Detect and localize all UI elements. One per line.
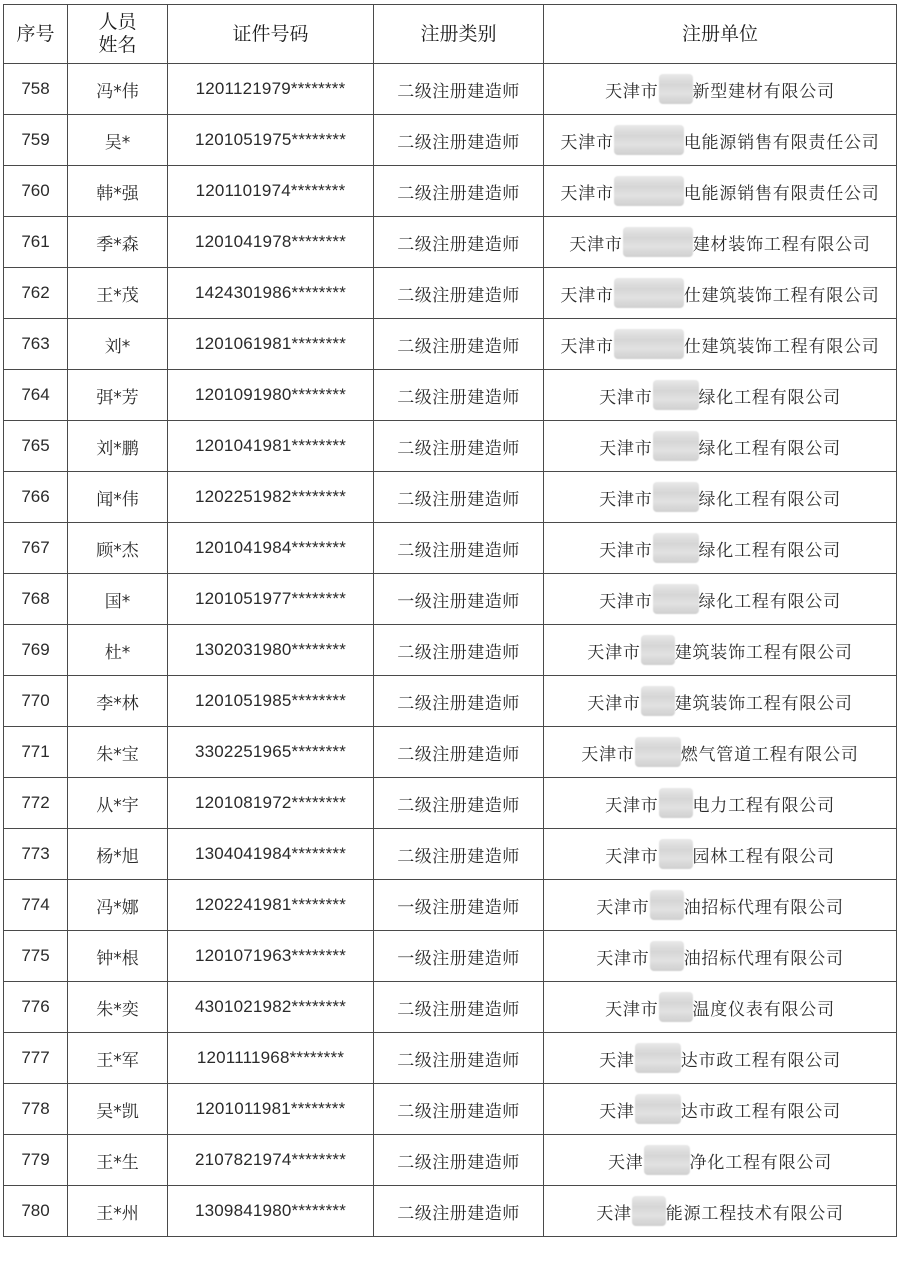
id-number-cell: 1309841980******** xyxy=(168,1186,374,1237)
redaction-blur xyxy=(623,227,693,257)
person-name-cell: 国* xyxy=(68,574,168,625)
table-row xyxy=(4,268,897,319)
table-row xyxy=(4,166,897,217)
id-number-cell: 3302251965******** xyxy=(168,727,374,778)
serial-no-cell: 772 xyxy=(4,778,68,829)
table-header xyxy=(4,5,897,64)
redaction-blur xyxy=(659,992,693,1022)
serial-no-cell: 758 xyxy=(4,64,68,115)
id-number-cell: 1201011981******** xyxy=(168,1084,374,1135)
unit-name-prefix: 天津市 xyxy=(560,183,614,204)
unit-name-prefix: 天津市 xyxy=(599,387,653,408)
redaction-blur xyxy=(614,278,684,308)
unit-name xyxy=(596,941,844,971)
redaction-blur xyxy=(614,125,684,155)
id-number-cell: 1201091980******** xyxy=(168,370,374,421)
person-name-cell: 李*林 xyxy=(68,676,168,727)
redaction-blur xyxy=(653,584,699,614)
registration-unit-cell xyxy=(544,829,897,880)
registration-type-cell: 二级注册建造师 xyxy=(374,1135,544,1186)
id-number-cell: 1201081972******** xyxy=(168,778,374,829)
unit-name-prefix: 天津市 xyxy=(581,744,635,765)
id-number-cell: 2107821974******** xyxy=(168,1135,374,1186)
header-row xyxy=(4,5,897,64)
unit-name-prefix: 天津市 xyxy=(605,81,659,102)
table-row xyxy=(4,880,897,931)
table-row xyxy=(4,931,897,982)
redaction-blur xyxy=(614,176,684,206)
redaction-blur xyxy=(653,431,699,461)
redaction-blur xyxy=(659,74,693,104)
registration-type-cell: 二级注册建造师 xyxy=(374,421,544,472)
unit-name xyxy=(608,1145,832,1175)
table-row xyxy=(4,982,897,1033)
registration-unit-cell xyxy=(544,217,897,268)
id-number-cell: 1302031980******** xyxy=(168,625,374,676)
unit-name-suffix: 净化工程有限公司 xyxy=(689,1152,832,1173)
serial-no-cell: 761 xyxy=(4,217,68,268)
registration-unit-cell xyxy=(544,472,897,523)
registration-type-cell: 二级注册建造师 xyxy=(374,166,544,217)
registration-unit-cell xyxy=(544,778,897,829)
registration-unit-cell xyxy=(544,64,897,115)
unit-name xyxy=(599,1043,841,1073)
unit-name-suffix: 仕建筑装饰工程有限公司 xyxy=(683,336,880,357)
table-row xyxy=(4,523,897,574)
registration-type-cell: 二级注册建造师 xyxy=(374,1033,544,1084)
unit-name xyxy=(599,482,841,512)
unit-name xyxy=(599,431,841,461)
id-number-cell: 1201041981******** xyxy=(168,421,374,472)
table-body xyxy=(4,64,897,1237)
serial-no-cell: 768 xyxy=(4,574,68,625)
unit-name-suffix: 建筑装饰工程有限公司 xyxy=(674,693,853,714)
table-row xyxy=(4,1033,897,1084)
table-row xyxy=(4,1084,897,1135)
registration-type-cell: 二级注册建造师 xyxy=(374,115,544,166)
registration-type-cell: 二级注册建造师 xyxy=(374,727,544,778)
serial-no-cell: 778 xyxy=(4,1084,68,1135)
header-registration-type: 注册类别 xyxy=(374,5,544,64)
table-row xyxy=(4,625,897,676)
table-row xyxy=(4,676,897,727)
table-row xyxy=(4,727,897,778)
unit-name-suffix: 能源工程技术有限公司 xyxy=(665,1203,844,1224)
unit-name xyxy=(605,74,835,104)
registration-type-cell: 一级注册建造师 xyxy=(374,880,544,931)
serial-no-cell: 779 xyxy=(4,1135,68,1186)
person-name-cell: 杨*旭 xyxy=(68,829,168,880)
unit-name-prefix: 天津市 xyxy=(596,948,650,969)
serial-no-cell: 763 xyxy=(4,319,68,370)
serial-no-cell: 766 xyxy=(4,472,68,523)
redaction-blur xyxy=(659,839,693,869)
person-name-cell: 朱*宝 xyxy=(68,727,168,778)
serial-no-cell: 776 xyxy=(4,982,68,1033)
id-number-cell: 1201041978******** xyxy=(168,217,374,268)
person-name-cell: 吴*凯 xyxy=(68,1084,168,1135)
id-number-cell: 1201121979******** xyxy=(168,64,374,115)
unit-name xyxy=(605,788,835,818)
id-number-cell: 1201051977******** xyxy=(168,574,374,625)
unit-name xyxy=(596,890,844,920)
unit-name xyxy=(581,737,858,767)
serial-no-cell: 760 xyxy=(4,166,68,217)
unit-name xyxy=(599,533,841,563)
person-name-cell: 冯*伟 xyxy=(68,64,168,115)
unit-name-suffix: 建材装饰工程有限公司 xyxy=(692,234,871,255)
unit-name xyxy=(560,125,879,155)
unit-name-prefix: 天津市 xyxy=(599,540,653,561)
registration-type-cell: 二级注册建造师 xyxy=(374,982,544,1033)
unit-name xyxy=(560,329,879,359)
unit-name xyxy=(599,380,841,410)
registration-type-cell: 二级注册建造师 xyxy=(374,472,544,523)
registration-type-cell: 一级注册建造师 xyxy=(374,574,544,625)
table-row xyxy=(4,370,897,421)
id-number-cell: 1201101974******** xyxy=(168,166,374,217)
unit-name-suffix: 绿化工程有限公司 xyxy=(698,438,841,459)
registration-unit-cell xyxy=(544,574,897,625)
person-name-cell: 季*森 xyxy=(68,217,168,268)
person-name-cell: 冯*娜 xyxy=(68,880,168,931)
registration-type-cell: 一级注册建造师 xyxy=(374,931,544,982)
registration-type-cell: 二级注册建造师 xyxy=(374,319,544,370)
registration-table xyxy=(3,4,897,1237)
person-name-cell: 朱*奕 xyxy=(68,982,168,1033)
unit-name-suffix: 电力工程有限公司 xyxy=(692,795,835,816)
person-name-cell: 弭*芳 xyxy=(68,370,168,421)
redaction-blur xyxy=(632,1196,666,1226)
registration-unit-cell xyxy=(544,268,897,319)
id-number-cell: 4301021982******** xyxy=(168,982,374,1033)
unit-name-prefix: 天津市 xyxy=(596,897,650,918)
registration-type-cell: 二级注册建造师 xyxy=(374,523,544,574)
serial-no-cell: 762 xyxy=(4,268,68,319)
unit-name-suffix: 油招标代理有限公司 xyxy=(683,897,844,918)
person-name-cell: 杜* xyxy=(68,625,168,676)
unit-name-suffix: 电能源销售有限责任公司 xyxy=(683,183,880,204)
table-row xyxy=(4,64,897,115)
serial-no-cell: 765 xyxy=(4,421,68,472)
unit-name-prefix: 天津 xyxy=(599,1050,635,1071)
registration-unit-cell xyxy=(544,421,897,472)
redaction-blur xyxy=(653,482,699,512)
unit-name-suffix: 达市政工程有限公司 xyxy=(680,1050,841,1071)
header-id-number: 证件号码 xyxy=(168,5,374,64)
registration-unit-cell xyxy=(544,166,897,217)
serial-no-cell: 771 xyxy=(4,727,68,778)
id-number-cell: 1201041984******** xyxy=(168,523,374,574)
serial-no-cell: 764 xyxy=(4,370,68,421)
redaction-blur xyxy=(635,1094,681,1124)
unit-name-prefix: 天津市 xyxy=(569,234,623,255)
table-row xyxy=(4,829,897,880)
unit-name-prefix: 天津市 xyxy=(560,285,614,306)
person-name-cell: 刘* xyxy=(68,319,168,370)
id-number-cell: 1304041984******** xyxy=(168,829,374,880)
person-name-cell: 王*州 xyxy=(68,1186,168,1237)
registration-unit-cell xyxy=(544,1084,897,1135)
unit-name xyxy=(605,839,835,869)
unit-name-suffix: 油招标代理有限公司 xyxy=(683,948,844,969)
table-row xyxy=(4,1135,897,1186)
unit-name-suffix: 新型建材有限公司 xyxy=(692,81,835,102)
registration-unit-cell xyxy=(544,115,897,166)
person-name-cell: 王*军 xyxy=(68,1033,168,1084)
id-number-cell: 1424301986******** xyxy=(168,268,374,319)
person-name-cell: 刘*鹏 xyxy=(68,421,168,472)
serial-no-cell: 769 xyxy=(4,625,68,676)
registration-type-cell: 二级注册建造师 xyxy=(374,64,544,115)
unit-name-prefix: 天津市 xyxy=(599,438,653,459)
unit-name xyxy=(599,584,841,614)
unit-name-suffix: 园林工程有限公司 xyxy=(692,846,835,867)
registration-unit-cell xyxy=(544,880,897,931)
unit-name-suffix: 绿化工程有限公司 xyxy=(698,540,841,561)
redaction-blur xyxy=(653,533,699,563)
registration-unit-cell xyxy=(544,982,897,1033)
unit-name-prefix: 天津市 xyxy=(599,591,653,612)
registration-unit-cell xyxy=(544,1186,897,1237)
unit-name-suffix: 达市政工程有限公司 xyxy=(680,1101,841,1122)
unit-name xyxy=(560,278,879,308)
person-name-cell: 钟*根 xyxy=(68,931,168,982)
id-number-cell: 1202241981******** xyxy=(168,880,374,931)
unit-name xyxy=(587,635,852,665)
serial-no-cell: 759 xyxy=(4,115,68,166)
registration-type-cell: 二级注册建造师 xyxy=(374,829,544,880)
registration-unit-cell xyxy=(544,370,897,421)
unit-name-prefix: 天津市 xyxy=(605,795,659,816)
id-number-cell: 1201051975******** xyxy=(168,115,374,166)
table-row xyxy=(4,1186,897,1237)
unit-name-prefix: 天津市 xyxy=(599,489,653,510)
id-number-cell: 1201051985******** xyxy=(168,676,374,727)
unit-name-suffix: 绿化工程有限公司 xyxy=(698,591,841,612)
unit-name-prefix: 天津 xyxy=(599,1101,635,1122)
table-row xyxy=(4,421,897,472)
unit-name xyxy=(605,992,835,1022)
unit-name xyxy=(587,686,852,716)
serial-no-cell: 767 xyxy=(4,523,68,574)
serial-no-cell: 774 xyxy=(4,880,68,931)
id-number-cell: 1201061981******** xyxy=(168,319,374,370)
unit-name-suffix: 电能源销售有限责任公司 xyxy=(683,132,880,153)
header-person-name: 人员 姓名 xyxy=(68,5,168,64)
unit-name-prefix: 天津市 xyxy=(605,999,659,1020)
person-name-cell: 王*生 xyxy=(68,1135,168,1186)
registration-type-cell: 二级注册建造师 xyxy=(374,1084,544,1135)
serial-no-cell: 780 xyxy=(4,1186,68,1237)
table-row xyxy=(4,574,897,625)
registration-unit-cell xyxy=(544,1135,897,1186)
unit-name-prefix: 天津 xyxy=(596,1203,632,1224)
redaction-blur xyxy=(650,890,684,920)
redaction-blur xyxy=(614,329,684,359)
redaction-blur xyxy=(650,941,684,971)
registration-type-cell: 二级注册建造师 xyxy=(374,778,544,829)
unit-name xyxy=(569,227,870,257)
unit-name-prefix: 天津市 xyxy=(587,693,641,714)
unit-name-suffix: 温度仪表有限公司 xyxy=(692,999,835,1020)
header-registration-unit: 注册单位 xyxy=(544,5,897,64)
redaction-blur xyxy=(653,380,699,410)
unit-name xyxy=(560,176,879,206)
serial-no-cell: 775 xyxy=(4,931,68,982)
table-row xyxy=(4,217,897,268)
person-name-cell: 吴* xyxy=(68,115,168,166)
registration-unit-cell xyxy=(544,727,897,778)
table-row xyxy=(4,115,897,166)
registration-type-cell: 二级注册建造师 xyxy=(374,676,544,727)
registration-type-cell: 二级注册建造师 xyxy=(374,217,544,268)
person-name-cell: 韩*强 xyxy=(68,166,168,217)
person-name-cell: 从*宇 xyxy=(68,778,168,829)
table-row xyxy=(4,472,897,523)
registration-unit-cell xyxy=(544,625,897,676)
registration-type-cell: 二级注册建造师 xyxy=(374,625,544,676)
unit-name-suffix: 绿化工程有限公司 xyxy=(698,387,841,408)
unit-name-prefix: 天津市 xyxy=(605,846,659,867)
unit-name-prefix: 天津市 xyxy=(560,336,614,357)
id-number-cell: 1201111968******** xyxy=(168,1033,374,1084)
id-number-cell: 1201071963******** xyxy=(168,931,374,982)
redaction-blur xyxy=(641,635,675,665)
serial-no-cell: 770 xyxy=(4,676,68,727)
registration-type-cell: 二级注册建造师 xyxy=(374,268,544,319)
unit-name-prefix: 天津市 xyxy=(560,132,614,153)
unit-name xyxy=(599,1094,841,1124)
unit-name xyxy=(596,1196,844,1226)
redaction-blur xyxy=(635,737,681,767)
id-number-cell: 1202251982******** xyxy=(168,472,374,523)
redaction-blur xyxy=(644,1145,690,1175)
registration-unit-cell xyxy=(544,676,897,727)
person-name-cell: 顾*杰 xyxy=(68,523,168,574)
redaction-blur xyxy=(635,1043,681,1073)
redaction-blur xyxy=(659,788,693,818)
redaction-blur xyxy=(641,686,675,716)
unit-name-suffix: 建筑装饰工程有限公司 xyxy=(674,642,853,663)
registration-type-cell: 二级注册建造师 xyxy=(374,1186,544,1237)
registration-unit-cell xyxy=(544,931,897,982)
person-name-cell: 王*茂 xyxy=(68,268,168,319)
registration-unit-cell xyxy=(544,1033,897,1084)
unit-name-prefix: 天津市 xyxy=(587,642,641,663)
table-row xyxy=(4,319,897,370)
serial-no-cell: 773 xyxy=(4,829,68,880)
header-serial-no: 序号 xyxy=(4,5,68,64)
registration-unit-cell xyxy=(544,523,897,574)
unit-name-prefix: 天津 xyxy=(607,1152,644,1173)
table-row xyxy=(4,778,897,829)
serial-no-cell: 777 xyxy=(4,1033,68,1084)
unit-name-suffix: 仕建筑装饰工程有限公司 xyxy=(683,285,880,306)
registration-type-cell: 二级注册建造师 xyxy=(374,370,544,421)
unit-name-suffix: 燃气管道工程有限公司 xyxy=(680,744,859,765)
unit-name-suffix: 绿化工程有限公司 xyxy=(698,489,841,510)
person-name-cell: 闻*伟 xyxy=(68,472,168,523)
registration-unit-cell xyxy=(544,319,897,370)
